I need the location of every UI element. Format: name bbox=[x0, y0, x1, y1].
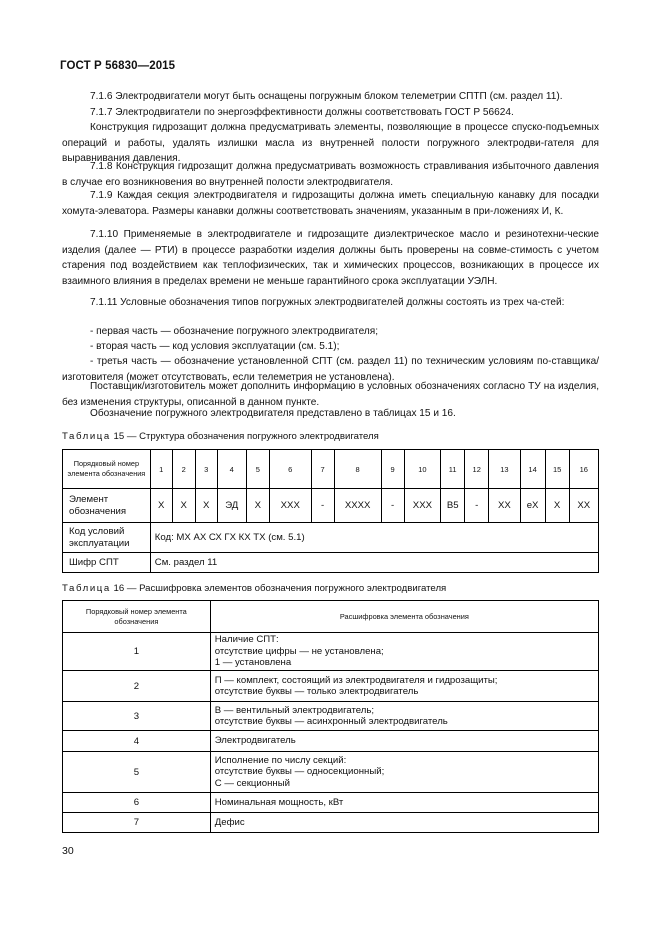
description-line: Исполнение по числу секций: bbox=[214, 754, 347, 766]
paragraph-7-1-8: 7.1.8 Конструкция гидрозащит должна предусматривать возможность стравливания избыточного давления в случае его возникновения во внутренней полости электродвигателя. bbox=[62, 161, 599, 188]
paragraph-hydroprotection: Конструкция гидрозащит должна предусматривать элементы, позволяющие в процессе спуско-подъемных операций и работы, удалять излишки масла из внутренней полости погружного электродви-гателя для выравнивания давления. bbox=[62, 122, 599, 164]
table-row bbox=[63, 793, 599, 813]
row-number: 4 bbox=[63, 731, 211, 752]
table-15-caption-text: 15 — Структура обозначения погружного электродвигателя bbox=[113, 431, 379, 442]
row-number: 7 bbox=[63, 813, 211, 833]
element-cell: ХХХ bbox=[404, 489, 441, 523]
table-15 bbox=[62, 449, 599, 573]
table-16-caption-word: Таблица bbox=[62, 583, 111, 594]
element-cell: - bbox=[311, 489, 334, 523]
element-number-cell: 2 bbox=[172, 450, 195, 489]
table-row bbox=[63, 752, 599, 793]
table-16-caption-text: 16 — Расшифровка элементов обозначения погружного электродвигателя bbox=[113, 583, 447, 594]
element-cell: ХХХХ bbox=[334, 489, 381, 523]
table-row bbox=[63, 813, 599, 833]
element-cell: Х bbox=[195, 489, 217, 523]
row-description bbox=[210, 731, 598, 752]
element-number-cell: 6 bbox=[269, 450, 311, 489]
table-15-element-label: Элемент обозначения bbox=[63, 489, 151, 523]
element-number-cell: 11 bbox=[441, 450, 465, 489]
description-line: отсутствие буквы — только электродвигатель bbox=[214, 686, 419, 697]
description-line: 1 — установлена bbox=[214, 657, 292, 669]
description-line: Электродвигатель bbox=[214, 735, 296, 747]
list-item-part-3: - третья часть — обозначение установленной СПТ (см. раздел 11) по техническим условиям по-ставщика/изготовителя (может отсутствовать, если телеметрия не установлена). bbox=[62, 356, 599, 383]
table-15-header-label: Порядковый номер элемента обозначения bbox=[63, 450, 151, 489]
element-number-cell: 4 bbox=[217, 450, 246, 489]
row-number: 2 bbox=[63, 671, 211, 702]
paragraph-supplier: Поставщик/изготовитель может дополнить информацию в условных обозначениях согласно ТУ на изделия, без изменения структуры, описанной в данном пункте. bbox=[62, 381, 599, 408]
table-15-code-row bbox=[63, 523, 599, 553]
table-15-cipher-value: См. раздел 11 bbox=[150, 553, 598, 573]
element-cell: - bbox=[465, 489, 489, 523]
row-number: 5 bbox=[63, 752, 211, 793]
description-line: Номинальная мощность, кВт bbox=[214, 796, 344, 808]
element-cell: Х bbox=[150, 489, 172, 523]
paragraph-7-1-6: 7.1.6 Электродвигатели могут быть оснащены погружным блоком телеметрии СПТП (см. раздел 11). bbox=[90, 91, 563, 102]
row-description bbox=[210, 813, 598, 833]
table-15-cipher-label: Шифр СПТ bbox=[63, 553, 151, 573]
table-16-col2-header: Расшифровка элемента обозначения bbox=[210, 601, 598, 633]
paragraph-tables-ref: Обозначение погружного электродвигателя представлено в таблицах 15 и 16. bbox=[90, 408, 456, 419]
table-15-cipher-row bbox=[63, 553, 599, 573]
description-line: П — комплект, состоящий из электродвигателя и гидрозащиты; bbox=[214, 674, 498, 686]
element-number-cell: 12 bbox=[465, 450, 489, 489]
table-row bbox=[63, 671, 599, 702]
description-line: Наличие СПТ: bbox=[214, 634, 279, 646]
element-number-cell: 7 bbox=[311, 450, 334, 489]
table-15-code-value: Код: МХ АХ СХ ГХ КХ ТХ (см. 5.1) bbox=[150, 523, 598, 553]
paragraph-7-1-7: 7.1.7 Электродвигатели по энергоэффективности должны соответствовать ГОСТ Р 56624. bbox=[90, 107, 514, 118]
element-cell: В5 bbox=[441, 489, 465, 523]
element-cell: еХ bbox=[520, 489, 545, 523]
table-16-caption bbox=[62, 583, 446, 594]
element-number-cell: 9 bbox=[381, 450, 404, 489]
element-cell: Х bbox=[172, 489, 195, 523]
table-15-caption bbox=[62, 431, 379, 442]
row-number: 6 bbox=[63, 793, 211, 813]
description-line: В — вентильный электродвигатель; bbox=[214, 704, 375, 716]
row-description bbox=[210, 752, 598, 793]
element-cell: Х bbox=[246, 489, 269, 523]
description-line: отсутствие цифры — не установлена; bbox=[214, 645, 384, 657]
element-cell: ХХ bbox=[489, 489, 520, 523]
element-number-cell: 1 bbox=[150, 450, 172, 489]
paragraph-7-1-11: 7.1.11 Условные обозначения типов погружных электродвигателей должны состоять из трех ча-стей: bbox=[90, 297, 565, 308]
table-row bbox=[63, 702, 599, 731]
table-row bbox=[63, 633, 599, 671]
element-number-cell: 8 bbox=[334, 450, 381, 489]
element-number-cell: 14 bbox=[520, 450, 545, 489]
description-line: отсутствие буквы — односекционный; bbox=[214, 766, 385, 778]
element-number-cell: 10 bbox=[404, 450, 441, 489]
table-16 bbox=[62, 600, 599, 833]
table-15-caption-word: Таблица bbox=[62, 431, 111, 442]
element-number-cell: 5 bbox=[246, 450, 269, 489]
element-cell: - bbox=[381, 489, 404, 523]
element-cell: ХХХ bbox=[269, 489, 311, 523]
row-description bbox=[210, 702, 598, 731]
table-15-header-row bbox=[63, 450, 599, 489]
table-row bbox=[63, 731, 599, 752]
element-number-cell: 16 bbox=[569, 450, 598, 489]
element-number-cell: 15 bbox=[545, 450, 569, 489]
table-15-code-label: Код условий эксплуатации bbox=[63, 523, 151, 553]
description-line: С — секционный bbox=[214, 777, 290, 789]
page-number: 30 bbox=[62, 845, 74, 857]
list-item-part-2: - вторая часть — код условия эксплуатации (см. 5.1); bbox=[90, 341, 340, 352]
paragraph-7-1-9: 7.1.9 Каждая секция электродвигателя и гидрозащиты должна иметь специальную канавку для посадки хомута-элеватора. Размеры канавки должны соответствовать значениям, указанным в при-ложениях И, К. bbox=[62, 190, 599, 217]
document-header: ГОСТ Р 56830—2015 bbox=[60, 60, 176, 72]
row-description bbox=[210, 633, 598, 671]
element-number-cell: 13 bbox=[489, 450, 520, 489]
row-number: 3 bbox=[63, 702, 211, 731]
description-line: Дефис bbox=[214, 816, 245, 828]
element-cell: ЭД bbox=[217, 489, 246, 523]
table-15-element-row bbox=[63, 489, 599, 523]
description-line: отсутствие буквы — асинхронный электродвигатель bbox=[214, 716, 448, 727]
element-number-cell: 3 bbox=[195, 450, 217, 489]
row-description bbox=[210, 671, 598, 702]
list-item-part-1: - первая часть — обозначение погружного электродвигателя; bbox=[90, 326, 379, 337]
row-description bbox=[210, 793, 598, 813]
table-16-col1-header: Порядковый номер элемента обозначения bbox=[63, 601, 211, 633]
paragraph-7-1-10: 7.1.10 Применяемые в электродвигателе и гидрозащите диэлектрическое масло и резинотехни-ческие изделия (далее — РТИ) в процессе разработки изделия должны быть проверены на совме-стимость с учетом старения под воздействием как теплофизических, так и химических процессов, возникающих в процессе их взаимного влияния в пределах времени не меньше гарантийного срока эксплуатации УЭЛН. bbox=[62, 229, 599, 287]
table-16-header-row bbox=[63, 601, 599, 633]
element-cell: Х bbox=[545, 489, 569, 523]
element-cell: ХХ bbox=[569, 489, 598, 523]
row-number: 1 bbox=[63, 633, 211, 671]
